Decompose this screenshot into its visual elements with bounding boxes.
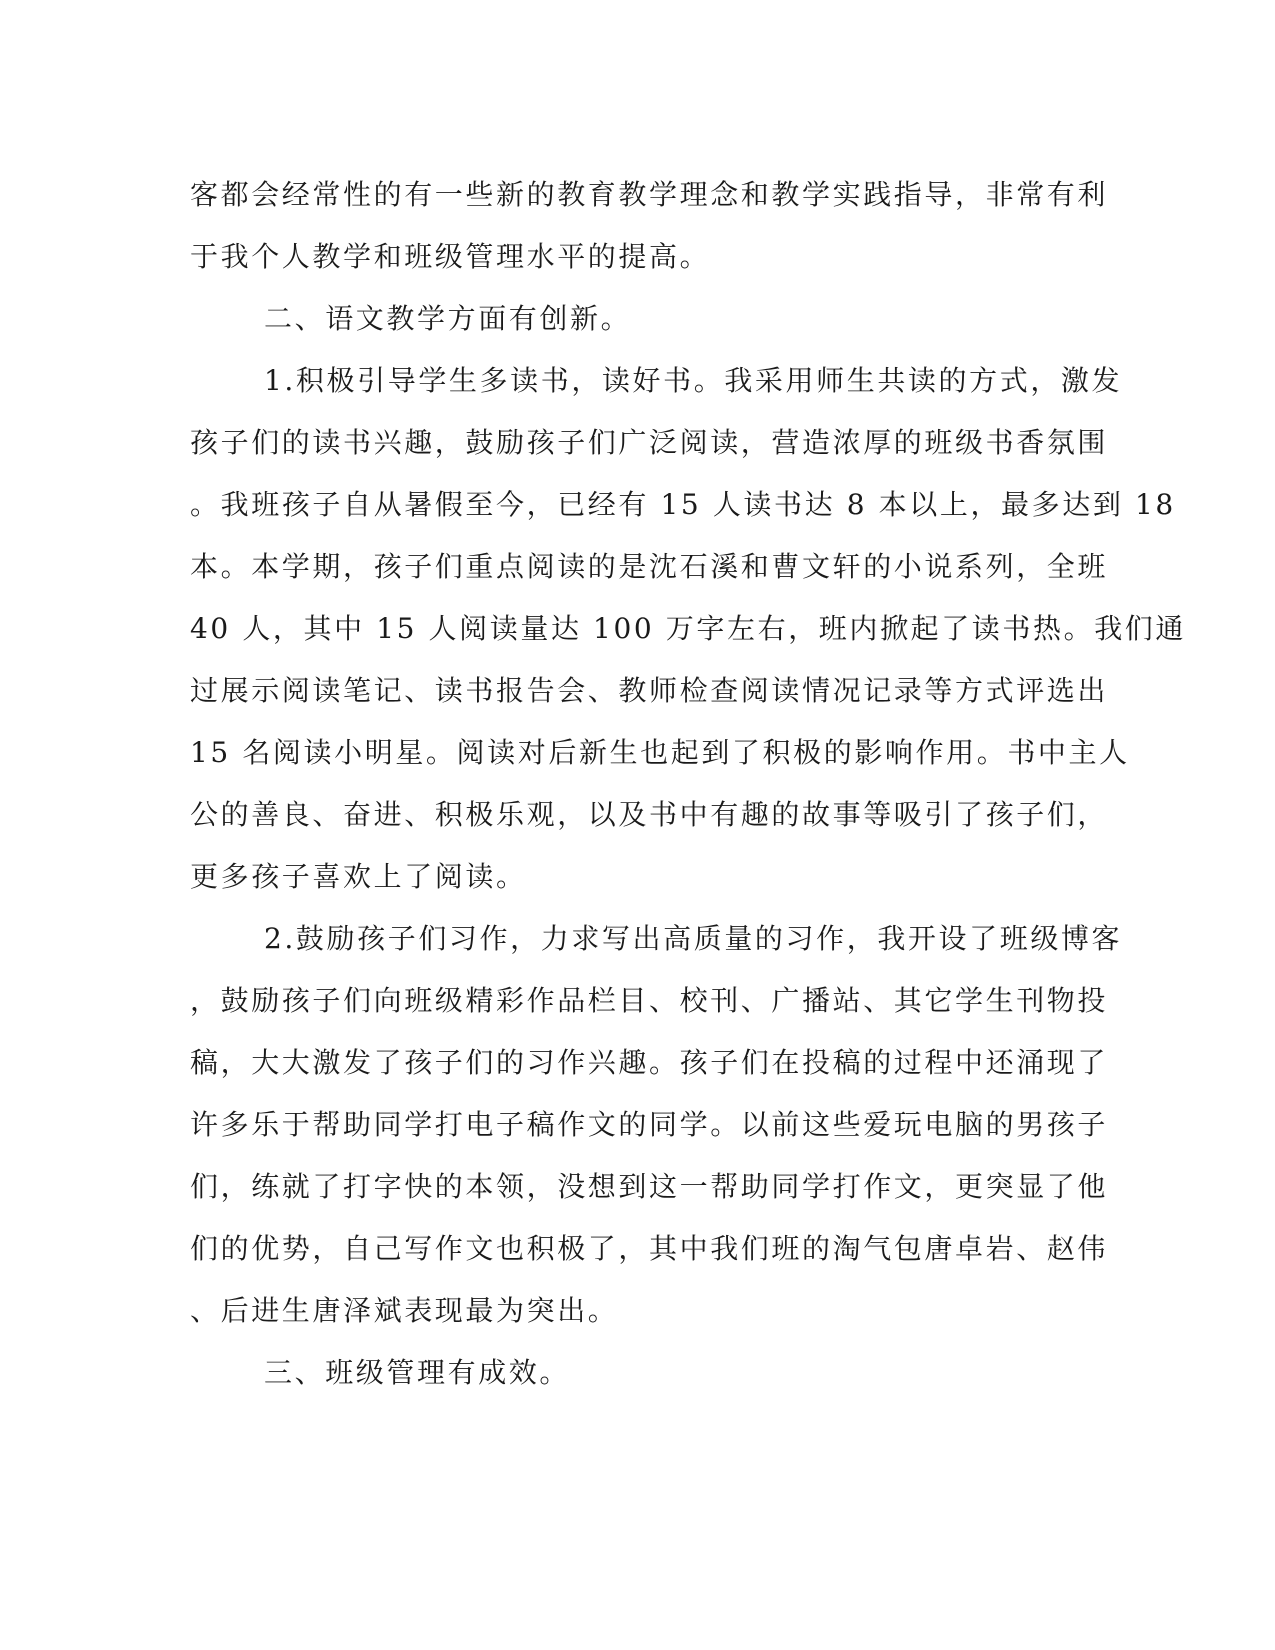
text-line: 40 人，其中 15 人阅读量达 100 万字左右，班内掀起了读书热。我们通 — [190, 612, 1187, 645]
section-heading-3: 三、班级管理有成效。 — [264, 1356, 571, 1389]
text-line: 稿，大大激发了孩子们的习作兴趣。孩子们在投稿的过程中还涌现了 — [190, 1046, 1109, 1079]
text-line: ，鼓励孩子们向班级精彩作品栏目、校刊、广播站、其它学生刊物投 — [190, 984, 1109, 1017]
text-line: 更多孩子喜欢上了阅读。 — [190, 860, 527, 893]
text-line: 15 名阅读小明星。阅读对后新生也起到了积极的影响作用。书中主人 — [190, 736, 1130, 769]
text-line: 2.鼓励孩子们习作，力求写出高质量的习作，我开设了班级博客 — [264, 922, 1123, 955]
text-line: 们，练就了打字快的本领，没想到这一帮助同学打作文，更突显了他 — [190, 1170, 1109, 1203]
text-line: 1.积极引导学生多读书，读好书。我采用师生共读的方式，激发 — [264, 364, 1123, 397]
text-line: 们的优势，自己写作文也积极了，其中我们班的淘气包唐卓岩、赵伟 — [190, 1232, 1109, 1265]
text-line: 孩子们的读书兴趣，鼓励孩子们广泛阅读，营造浓厚的班级书香氛围 — [190, 426, 1109, 459]
text-line: 。我班孩子自从暑假至今，已经有 15 人读书达 8 本以上，最多达到 18 — [190, 488, 1176, 521]
text-line: 过展示阅读笔记、读书报告会、教师检查阅读情况记录等方式评选出 — [190, 674, 1109, 707]
text-line: 本。本学期，孩子们重点阅读的是沈石溪和曹文轩的小说系列，全班 — [190, 550, 1109, 583]
text-line: 许多乐于帮助同学打电子稿作文的同学。以前这些爱玩电脑的男孩子 — [190, 1108, 1109, 1141]
text-line: 于我个人教学和班级管理水平的提高。 — [190, 240, 711, 273]
text-line: 公的善良、奋进、积极乐观，以及书中有趣的故事等吸引了孩子们， — [190, 798, 1109, 831]
text-line: 、后进生唐泽斌表现最为突出。 — [190, 1294, 619, 1327]
text-line: 客都会经常性的有一些新的教育教学理念和教学实践指导，非常有利 — [190, 178, 1109, 211]
section-heading-2: 二、语文教学方面有创新。 — [264, 302, 632, 335]
body-text — [190, 164, 1187, 1404]
